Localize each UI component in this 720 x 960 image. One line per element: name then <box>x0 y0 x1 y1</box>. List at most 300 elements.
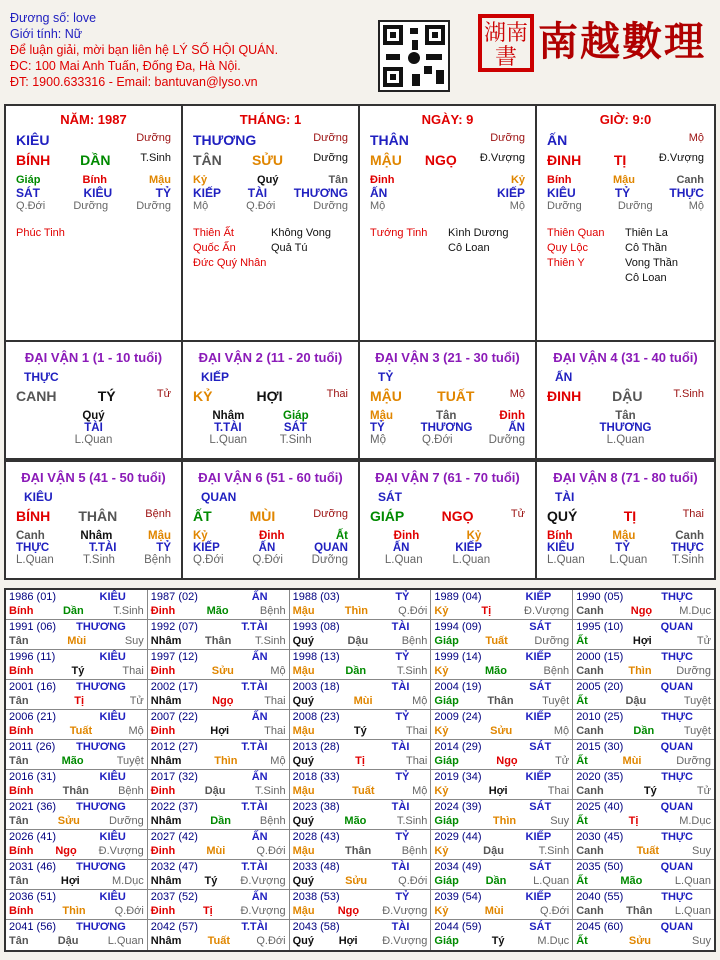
year-label: 2037 (52) <box>150 891 198 903</box>
year-god: QUAN <box>660 921 693 933</box>
star-label: Tướng Tinh <box>370 227 428 239</box>
year-body <box>576 784 711 798</box>
year-label: 2013 (28) <box>292 741 340 753</box>
year-stem: Đinh <box>150 665 176 677</box>
year-branch: Dần <box>485 875 507 887</box>
stars-left <box>193 226 271 271</box>
year-label: 2018 (33) <box>292 771 340 783</box>
year-branch: Dậu <box>204 785 226 797</box>
luck-hidden-stem-row <box>6 410 181 422</box>
year-stem: Nhâm <box>150 635 182 647</box>
year-life: L.Quan <box>533 875 570 887</box>
year-branch: Thân <box>205 635 232 647</box>
year-god: THỰC <box>661 591 693 603</box>
year-god: KIÊU <box>99 711 126 723</box>
pillar-stars <box>6 226 181 241</box>
pillar-stem: MẬU <box>370 152 402 168</box>
year-head <box>434 711 569 724</box>
year-head <box>293 891 428 904</box>
year-body <box>293 934 428 948</box>
year-label: 1990 (05) <box>576 591 624 603</box>
luck-cell <box>183 462 360 578</box>
hidden-stem: Đinh <box>370 174 395 186</box>
year-stem: Ất <box>576 695 588 707</box>
year-branch: Dần <box>633 725 655 737</box>
year-god: THƯƠNG <box>76 921 126 933</box>
year-branch: Thân <box>626 905 653 917</box>
year-body <box>293 604 428 618</box>
year-branch: Tuất <box>352 785 375 797</box>
luck-branch: DẬU <box>612 388 643 404</box>
year-label: 2000 (15) <box>576 651 624 663</box>
luck-god: KIÊU <box>24 490 53 504</box>
ten-god: TỶ <box>614 186 631 200</box>
star-label: Phúc Tinh <box>16 227 65 239</box>
year-head <box>576 831 711 844</box>
year-god: TÀI <box>391 801 410 813</box>
year-body <box>9 604 144 618</box>
year-stem: Ất <box>576 875 588 887</box>
luck-branch: TUẤT <box>437 388 475 404</box>
luck-god: SÁT <box>378 490 402 504</box>
year-label: 1993 (08) <box>292 621 340 633</box>
year-label: 1991 (06) <box>9 621 57 633</box>
year-head <box>151 741 286 754</box>
year-life: Mộ <box>270 665 286 677</box>
life-stage: Dưỡng <box>311 554 348 566</box>
luck-life-stage-row <box>6 434 181 446</box>
year-body <box>576 604 711 618</box>
year-god: KIÊU <box>99 891 126 903</box>
year-cell <box>290 620 432 649</box>
luck-state: Thai <box>326 388 348 400</box>
year-stem: Bính <box>9 725 34 737</box>
year-stem: Quý <box>292 935 314 947</box>
year-god: ẤN <box>251 831 268 843</box>
luck-main-row <box>360 388 535 404</box>
luck-hidden-stem-row <box>537 410 714 422</box>
luck-periods-row-2 <box>4 460 716 580</box>
luck-title: ĐẠI VẬN 1 (1 - 10 tuổi) <box>24 350 163 365</box>
life-stage: T.Sinh <box>279 434 312 446</box>
luck-stem: ẤT <box>193 508 212 524</box>
life-stage: L.Quan <box>74 434 113 446</box>
year-head <box>293 681 428 694</box>
year-branch: Dậu <box>57 935 79 947</box>
year-stem: Kỷ <box>434 725 449 737</box>
year-body <box>434 784 569 798</box>
year-body <box>434 904 569 918</box>
year-branch: Thân <box>345 845 372 857</box>
year-label: 1995 (10) <box>576 621 624 633</box>
year-label: 1989 (04) <box>434 591 482 603</box>
year-cell <box>431 740 573 769</box>
year-row <box>6 710 714 740</box>
hidden-stem: Ất <box>335 530 348 542</box>
year-branch: Tuất <box>636 845 660 857</box>
life-stage: L.Quan <box>606 434 645 446</box>
year-row <box>6 650 714 680</box>
pillar-top-row <box>537 132 714 148</box>
ten-god: ẤN <box>508 422 525 434</box>
year-god: SÁT <box>529 681 552 693</box>
hidden-stem: Giáp <box>283 410 309 422</box>
pillar-cell <box>360 106 537 340</box>
pillar-top-row <box>360 132 535 148</box>
year-body <box>151 724 286 738</box>
luck-god: KIẾP <box>201 370 230 384</box>
year-head <box>9 651 144 664</box>
star-label: Cô Loan <box>625 272 667 284</box>
hidden-stem: Canh <box>675 530 704 542</box>
pillar-top-god: KIÊU <box>16 132 50 148</box>
year-branch: Tị <box>481 605 492 617</box>
year-life: Bệnh <box>543 665 570 677</box>
year-stem: Tân <box>9 815 29 827</box>
year-cell <box>6 800 148 829</box>
year-branch: Thân <box>487 695 514 707</box>
year-stem: Quý <box>292 755 314 767</box>
year-god: KIÊU <box>99 831 126 843</box>
year-branch: Thìn <box>344 605 368 617</box>
year-branch: Mùi <box>353 695 373 707</box>
year-head <box>434 921 569 934</box>
year-life: Đ.Vượng <box>240 905 286 917</box>
year-god: THƯƠNG <box>76 801 126 813</box>
year-body <box>151 904 286 918</box>
year-stem: Mậu <box>292 785 315 797</box>
year-cell <box>290 890 432 919</box>
year-branch: Ngọ <box>55 845 77 857</box>
year-stem: Kỷ <box>434 845 449 857</box>
luck-hidden-stem-row <box>183 410 358 422</box>
year-head <box>151 621 286 634</box>
year-label: 2001 (16) <box>9 681 57 693</box>
luck-main-row <box>360 508 535 524</box>
year-cell <box>431 710 573 739</box>
year-branch: Sửu <box>211 665 234 677</box>
year-row <box>6 800 714 830</box>
year-life: Q.Đới <box>256 845 286 857</box>
year-body <box>576 814 711 828</box>
year-life: L.Quan <box>107 935 144 947</box>
year-life: Tuyệt <box>116 755 144 767</box>
stars-right <box>625 226 678 286</box>
luck-periods-row-1 <box>4 342 716 460</box>
year-label: 2032 (47) <box>150 861 198 873</box>
luck-ten-god-row <box>360 422 535 434</box>
year-life: Tuyệt <box>542 695 570 707</box>
year-body <box>293 874 428 888</box>
year-god: TÀI <box>391 741 410 753</box>
year-stem: Giáp <box>434 935 459 947</box>
luck-stem: KỶ <box>193 388 213 404</box>
year-body <box>151 844 286 858</box>
brand-logo: 南越數理 <box>538 18 706 65</box>
year-stem: Nhâm <box>150 695 182 707</box>
ten-god: T.TÀI <box>89 542 117 554</box>
year-stem: Đinh <box>150 845 176 857</box>
year-label: 2023 (38) <box>292 801 340 813</box>
luck-title: ĐẠI VẬN 2 (11 - 20 tuổi) <box>198 350 343 365</box>
ten-god: THỰC <box>16 542 50 554</box>
ten-god: THƯƠNG <box>293 186 348 200</box>
year-cell <box>290 680 432 709</box>
year-stem: Quý <box>292 635 314 647</box>
luck-title: ĐẠI VẬN 5 (41 - 50 tuổi) <box>21 470 166 485</box>
year-branch: Mùi <box>622 755 642 767</box>
year-god: THỰC <box>661 891 693 903</box>
year-body <box>9 754 144 768</box>
year-body <box>9 694 144 708</box>
ten-god: KIẾP <box>496 186 525 200</box>
star-label: Thiên Ất <box>193 227 234 239</box>
year-cell <box>148 740 290 769</box>
year-head <box>293 771 428 784</box>
gender: Giới tính: Nữ <box>10 27 83 41</box>
ten-god: SÁT <box>16 186 40 200</box>
year-god: T.TÀI <box>241 621 268 633</box>
hidden-stem: Giáp <box>16 174 41 186</box>
address-line: ĐC: 100 Mai Anh Tuấn, Đống Đa, Hà Nội. <box>10 59 241 73</box>
year-label: 2028 (43) <box>292 831 340 843</box>
year-branch: Thân <box>62 785 89 797</box>
year-body <box>9 784 144 798</box>
year-stem: Ất <box>576 755 588 767</box>
year-branch: Tý <box>643 785 657 797</box>
luck-state: Thai <box>682 508 704 520</box>
year-cell <box>6 650 148 679</box>
luck-state: Bệnh <box>145 508 171 520</box>
year-label: 2012 (27) <box>150 741 198 753</box>
year-branch: Ngọ <box>630 605 653 617</box>
year-body <box>434 934 569 948</box>
ten-god: SÁT <box>283 422 307 434</box>
year-head <box>9 831 144 844</box>
year-stem: Đinh <box>150 725 176 737</box>
pillar-main-row <box>360 152 535 168</box>
year-head <box>151 651 286 664</box>
year-label: 2009 (24) <box>434 711 482 723</box>
year-head <box>576 891 711 904</box>
header-info <box>10 10 370 90</box>
luck-state: Tử <box>156 388 171 400</box>
star-label: Vong Thần <box>625 257 679 269</box>
year-god: T.TÀI <box>241 861 268 873</box>
year-head <box>576 771 711 784</box>
year-label: 2043 (58) <box>292 921 340 933</box>
luck-hidden-stem-row <box>537 530 714 542</box>
year-life: Q.Đới <box>114 905 144 917</box>
year-body <box>576 844 711 858</box>
hidden-stem: Mậu <box>370 410 393 422</box>
year-life: Q.Đới <box>539 905 570 917</box>
year-stem: Canh <box>576 725 604 737</box>
luck-state: Mộ <box>509 388 525 400</box>
year-cell <box>290 740 432 769</box>
year-body <box>151 874 286 888</box>
year-cell <box>290 830 432 859</box>
year-stem: Đinh <box>150 785 176 797</box>
year-life: Suy <box>692 935 711 947</box>
hidden-stem: Bính <box>547 530 573 542</box>
pillar-state: T.Sinh <box>140 152 171 164</box>
year-body <box>434 634 569 648</box>
year-label: 1986 (01) <box>9 591 57 603</box>
year-god: T.TÀI <box>241 741 268 753</box>
year-life: M.Dục <box>679 605 711 617</box>
ten-god: T.TÀI <box>214 422 242 434</box>
year-cell <box>573 620 714 649</box>
year-head <box>576 621 711 634</box>
year-branch: Mão <box>344 815 367 827</box>
year-cell <box>290 920 432 950</box>
hidden-stem: Kỷ <box>510 174 525 186</box>
pillar-gods-row <box>537 186 714 200</box>
year-body <box>434 754 569 768</box>
luck-life-stage-row <box>6 554 181 566</box>
life-stage: Bệnh <box>144 554 171 566</box>
year-head <box>576 681 711 694</box>
ten-god: KIẾP <box>193 186 222 200</box>
luck-state: Tử <box>510 508 525 520</box>
luck-main-row <box>6 388 181 404</box>
year-life: Bệnh <box>401 635 428 647</box>
ten-god: ẤN <box>392 542 410 554</box>
pillar-state: Dưỡng <box>313 152 348 164</box>
ten-god: ẤN <box>370 186 388 200</box>
year-life: Mộ <box>553 725 570 737</box>
year-row <box>6 770 714 800</box>
year-life: Đ.Vượng <box>240 875 286 887</box>
luck-ten-god-row <box>6 542 181 554</box>
year-body <box>9 934 144 948</box>
year-label: 2005 (20) <box>576 681 624 693</box>
year-cell <box>148 710 290 739</box>
year-god: SÁT <box>529 861 552 873</box>
year-stem: Tân <box>9 635 29 647</box>
luck-title: ĐẠI VẬN 6 (51 - 60 tuổi) <box>198 470 343 485</box>
year-god: SÁT <box>529 741 552 753</box>
life-stage: T.Sinh <box>672 554 704 566</box>
pillar-main-row <box>537 152 714 168</box>
year-branch: Thìn <box>492 815 517 827</box>
year-life: Q.Đới <box>398 875 428 887</box>
year-body <box>151 664 286 678</box>
year-label: 2010 (25) <box>576 711 624 723</box>
pillar-branch: SỬU <box>251 152 284 168</box>
year-branch: Tuất <box>485 635 508 647</box>
pillar-branch: TỊ <box>613 152 627 168</box>
hidden-stem: Tân <box>328 174 348 186</box>
pillar-top-life: Dưỡng <box>313 132 348 144</box>
year-stem: Kỷ <box>434 605 449 617</box>
year-god: ẤN <box>251 651 268 663</box>
ten-god: TÀI <box>84 422 103 434</box>
ten-god: TỶ <box>156 542 171 554</box>
year-cell <box>431 590 573 619</box>
year-body <box>293 694 428 708</box>
year-life: Bệnh <box>118 785 144 797</box>
pillar-branch: NGỌ <box>424 152 457 168</box>
year-stem: Giáp <box>434 815 459 827</box>
luck-main-row <box>6 508 181 524</box>
year-body <box>434 604 569 618</box>
year-cell <box>431 830 573 859</box>
year-cell <box>6 710 148 739</box>
year-label: 1992 (07) <box>150 621 198 633</box>
luck-stem: QUÝ <box>547 508 578 524</box>
year-life: Đ.Vượng <box>524 605 570 617</box>
pillar-cell <box>6 106 183 340</box>
year-cell <box>6 680 148 709</box>
year-branch: Hợi <box>632 635 652 647</box>
year-life: Dưỡng <box>676 755 711 767</box>
year-label: 2035 (50) <box>576 861 624 873</box>
year-branch: Mão <box>206 605 229 617</box>
pillar-cell <box>183 106 360 340</box>
year-branch: Mão <box>620 875 643 887</box>
year-god: T.TÀI <box>241 801 268 813</box>
year-head <box>293 591 428 604</box>
luck-life-stage-row <box>537 554 714 566</box>
year-life: T.Sinh <box>113 605 144 617</box>
year-god: THỰC <box>661 771 693 783</box>
hidden-stem: Bính <box>82 174 107 186</box>
year-god: KIẾP <box>525 771 552 783</box>
year-body <box>151 934 286 948</box>
year-god: THỰC <box>661 831 693 843</box>
year-head <box>293 651 428 664</box>
year-head <box>576 801 711 814</box>
pillar-top-life: Mộ <box>688 132 704 144</box>
life-stage: Q.Đới <box>422 434 453 446</box>
year-life: Dưỡng <box>109 815 144 827</box>
hidden-stem: Kỷ <box>466 530 482 542</box>
pillar-branch: DẦN <box>80 152 111 168</box>
owner-name: Đương số: love <box>10 11 97 25</box>
year-head <box>293 861 428 874</box>
year-head <box>434 621 569 634</box>
year-stem: Quý <box>292 875 314 887</box>
luck-god: TÀI <box>555 490 575 504</box>
year-cell <box>573 680 714 709</box>
year-life: Tử <box>129 695 144 707</box>
year-branch: Tý <box>353 725 367 737</box>
ten-god: QUAN <box>314 542 348 554</box>
pillar-title: GIỜ: 9:0 <box>599 112 652 127</box>
year-label: 1988 (03) <box>292 591 340 603</box>
pillar-main-row <box>6 152 181 168</box>
luck-stem: GIÁP <box>370 508 405 524</box>
ten-god: TỶ <box>155 186 171 200</box>
luck-hidden-stem-row <box>6 530 181 542</box>
life-stage: Dưỡng <box>547 200 582 212</box>
year-god: THỰC <box>661 651 693 663</box>
pillar-hidden-row <box>360 174 535 186</box>
year-label: 2033 (48) <box>292 861 340 873</box>
year-label: 2024 (39) <box>434 801 482 813</box>
pillar-life-row <box>183 200 358 212</box>
year-body <box>293 844 428 858</box>
life-stage: Q.Đới <box>252 554 283 566</box>
year-stem: Canh <box>576 785 604 797</box>
year-label: 2014 (29) <box>434 741 482 753</box>
life-stage: Dưỡng <box>313 200 348 212</box>
year-body <box>151 694 286 708</box>
luck-title: ĐẠI VẬN 4 (31 - 40 tuổi) <box>553 350 698 365</box>
life-stage: L.Quan <box>609 554 648 566</box>
